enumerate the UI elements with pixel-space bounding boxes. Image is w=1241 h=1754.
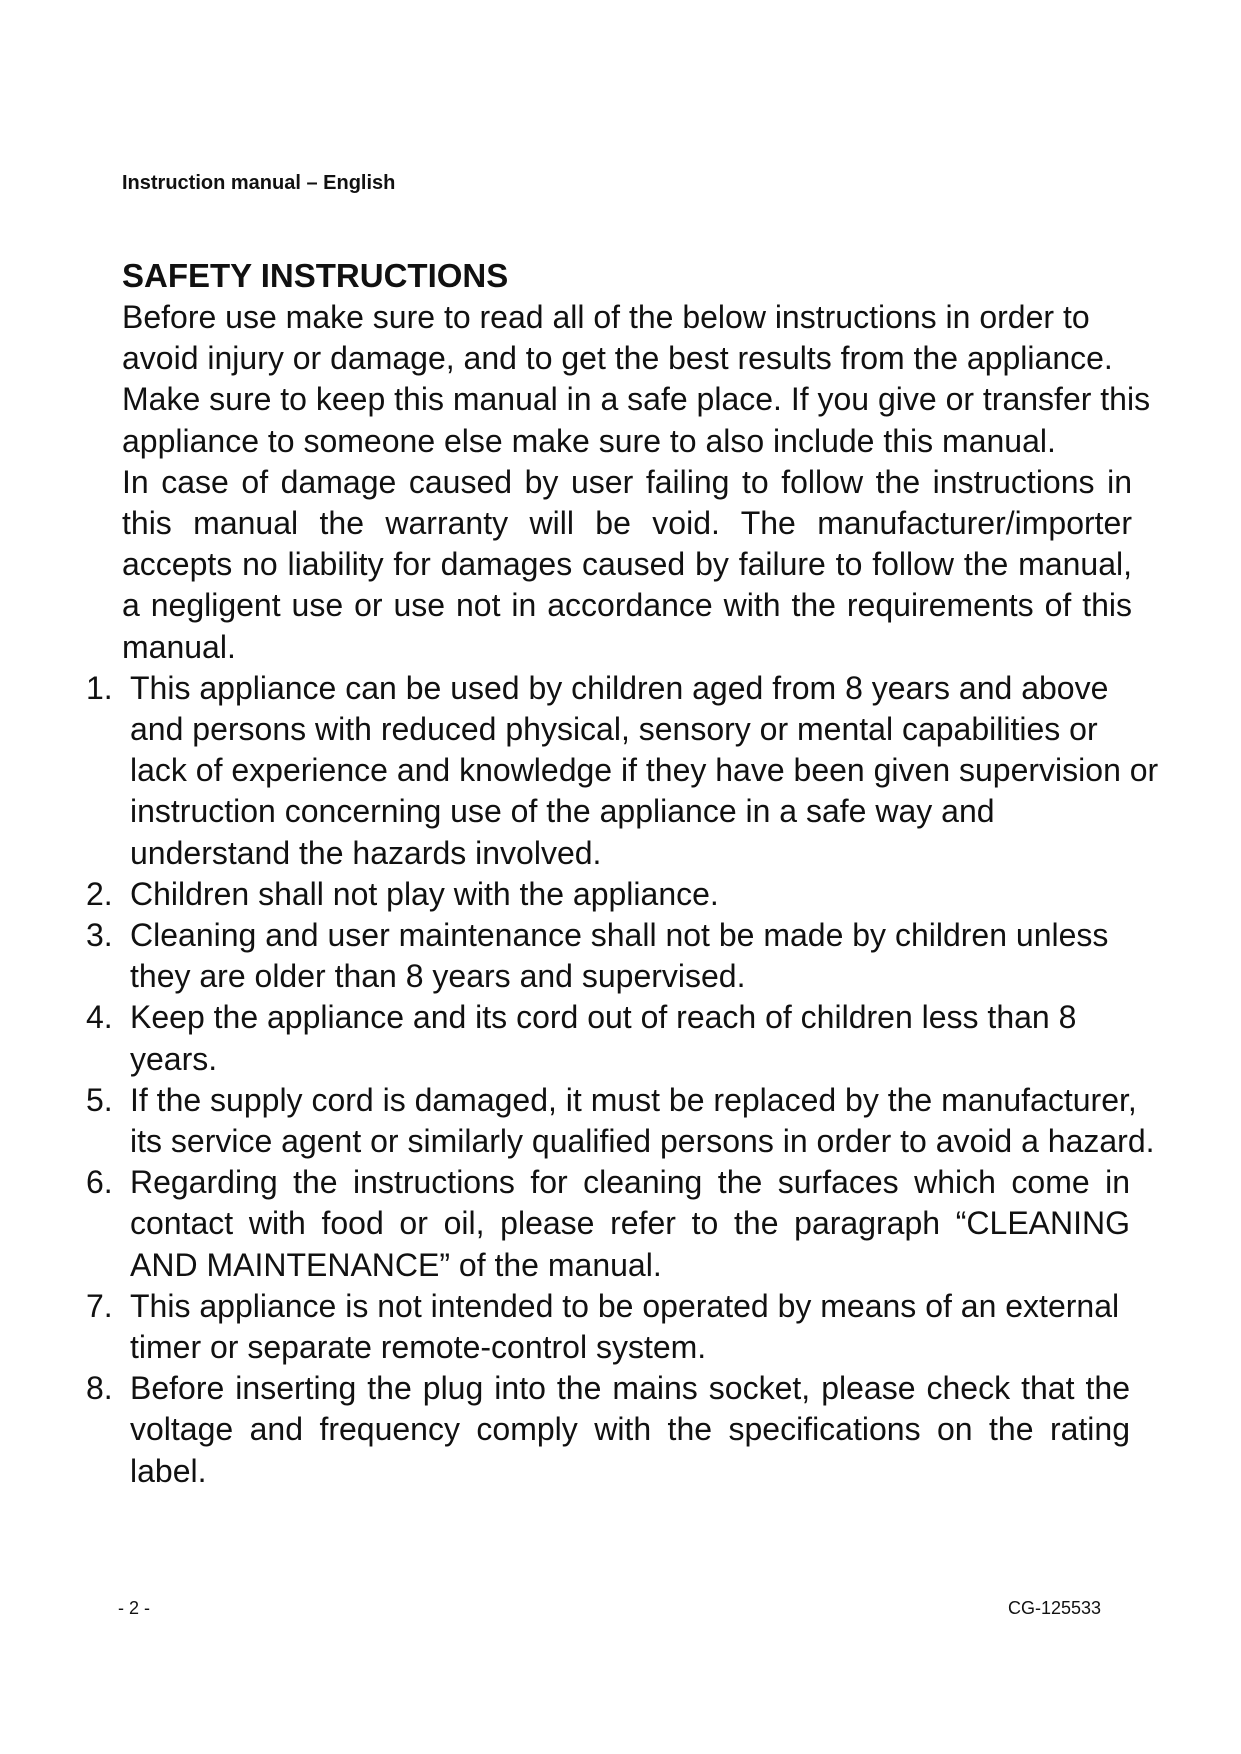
list-item-number: 4. bbox=[86, 999, 113, 1036]
list-item-number: 1. bbox=[86, 669, 113, 706]
list-item-text: Before inserting the plug into the mains socket, please check that the voltage and frequency comply with the specifications on the rating label. bbox=[130, 1370, 1130, 1489]
list-item-number: 5. bbox=[86, 1081, 113, 1118]
list-item bbox=[86, 1286, 1161, 1368]
list-item-text: This appliance can be used by children aged from 8 years and above and persons with reduced physical, sensory or mental capabilities or lack of experience and knowledge if they have been given supervision or instruction concerning use of the appliance in a safe way and understand the hazards involved. bbox=[130, 669, 1159, 871]
safety-list bbox=[86, 668, 1161, 1492]
list-item-number: 3. bbox=[86, 917, 113, 954]
list-item bbox=[86, 668, 1161, 874]
page-number: - 2 - bbox=[118, 1598, 151, 1618]
section-title: SAFETY INSTRUCTIONS bbox=[122, 257, 509, 294]
list-item-text: Children shall not play with the appliance. bbox=[130, 875, 719, 912]
intro-paragraph-2: In case of damage caused by user failing to follow the instructions in this manual the warranty will be void. The manufacturer/importer accepts no liability for damages caused by failure to follow the manual, a negligent use or use not in accordance with the requirements of this manual. bbox=[122, 463, 1132, 665]
list-item-number: 8. bbox=[86, 1370, 113, 1407]
safety-section bbox=[86, 255, 1162, 1492]
list-item bbox=[86, 1080, 1161, 1162]
list-item-text: Cleaning and user maintenance shall not be made by children unless they are older than 8 years and supervised. bbox=[130, 917, 1109, 995]
manual-language-label: Instruction manual – English bbox=[122, 172, 396, 194]
list-item-text: This appliance is not intended to be operated by means of an external timer or separate remote-control system. bbox=[130, 1287, 1120, 1366]
list-item bbox=[86, 1368, 1161, 1492]
list-item bbox=[86, 997, 1161, 1079]
list-item-text: Keep the appliance and its cord out of reach of children less than 8 years. bbox=[130, 999, 1077, 1077]
list-item-text: If the supply cord is damaged, it must be replaced by the manufacturer, its service agent or similarly qualified persons in order to avoid a hazard. bbox=[130, 1081, 1155, 1160]
list-item-number: 6. bbox=[86, 1164, 113, 1201]
product-code: CG-125533 bbox=[1008, 1598, 1102, 1618]
list-item-number: 7. bbox=[86, 1287, 113, 1324]
list-item bbox=[86, 1162, 1161, 1286]
list-item-text: Regarding the instructions for cleaning the surfaces which come in contact with food or oil, please refer to the paragraph “CLEANING AND MAINTENANCE” of the manual. bbox=[130, 1164, 1130, 1283]
list-item bbox=[86, 915, 1161, 997]
list-item bbox=[86, 874, 1161, 915]
intro-paragraph-1: Before use make sure to read all of the below instructions in order to avoid injury or damage, and to get the best results from the appliance. Make sure to keep this manual in a safe place. If you give or transfer this appliance to someone else make sure to also include this manual. bbox=[122, 299, 1151, 459]
list-item-number: 2. bbox=[86, 875, 113, 912]
